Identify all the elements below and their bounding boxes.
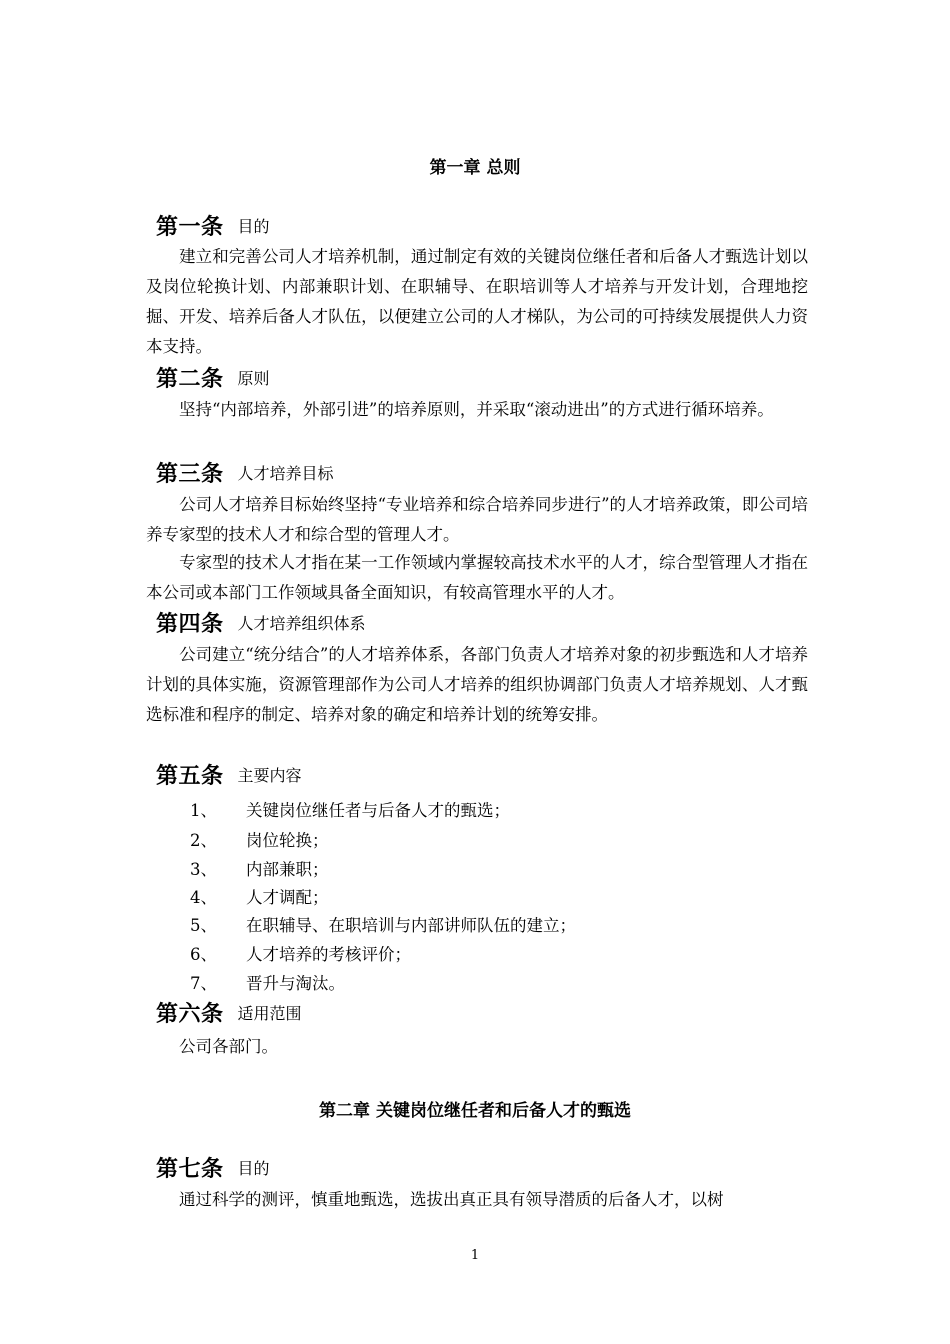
article-title: 原则 bbox=[237, 369, 270, 388]
list-number: 6、 bbox=[190, 945, 217, 964]
list-item bbox=[190, 970, 345, 994]
list-item bbox=[190, 884, 329, 908]
list-item bbox=[190, 827, 329, 851]
list-text: 在职辅导、在职培训与内部讲师队伍的建立； bbox=[246, 916, 576, 935]
chapter-1-title: 第一章 总则 bbox=[429, 158, 521, 178]
article-number: 第三条 bbox=[156, 462, 224, 487]
list-number: 7、 bbox=[190, 974, 217, 993]
list-item bbox=[190, 856, 329, 880]
article-6-heading bbox=[156, 997, 302, 1029]
article-6-text: 公司各部门。 bbox=[146, 1037, 278, 1056]
list-number: 1、 bbox=[190, 801, 217, 820]
article-7-heading bbox=[156, 1152, 270, 1184]
article-title: 目的 bbox=[237, 217, 270, 236]
article-number: 第一条 bbox=[156, 215, 224, 240]
list-text: 内部兼职； bbox=[246, 860, 329, 879]
article-5-heading bbox=[156, 759, 302, 791]
article-title: 人才培养目标 bbox=[237, 464, 334, 483]
article-4-heading bbox=[156, 607, 366, 639]
page-number: 1 bbox=[470, 1248, 480, 1263]
article-number: 第二条 bbox=[156, 367, 224, 392]
list-item bbox=[190, 912, 576, 936]
list-text: 人才培养的考核评价； bbox=[246, 945, 411, 964]
article-4-text: 公司建立“统分结合”的人才培养体系，各部门负责人才培养对象的初步甄选和人才培养计划的具体实施，资源管理部作为公司人才培养的组织协调部门负责人才培养规划、人才甄选标准和程序的制定、培养对象的确定和培养计划的统筹安排。 bbox=[146, 645, 808, 724]
article-2-heading bbox=[156, 362, 270, 394]
list-number: 5、 bbox=[190, 916, 217, 935]
article-3-text-1: 公司人才培养目标始终坚持“专业培养和综合培养同步进行”的人才培养政策，即公司培养专家型的技术人才和综合型的管理人才。 bbox=[146, 495, 808, 544]
list-text: 人才调配； bbox=[246, 888, 329, 907]
article-title: 主要内容 bbox=[237, 766, 302, 785]
list-item bbox=[190, 941, 411, 965]
list-number: 2、 bbox=[190, 831, 217, 850]
article-number: 第五条 bbox=[156, 764, 224, 789]
article-2-text: 坚持“内部培养，外部引进”的培养原则，并采取“滚动进出”的方式进行循环培养。 bbox=[146, 400, 774, 419]
article-title: 适用范围 bbox=[237, 1004, 302, 1023]
list-item bbox=[190, 797, 510, 821]
list-number: 3、 bbox=[190, 860, 217, 879]
article-1-heading bbox=[156, 210, 270, 242]
article-title: 人才培养组织体系 bbox=[237, 614, 366, 633]
article-3-text-2: 专家型的技术人才指在某一工作领域内掌握较高技术水平的人才，综合型管理人才指在本公司或本部门工作领域具备全面知识，有较高管理水平的人才。 bbox=[146, 553, 808, 602]
article-title: 目的 bbox=[237, 1159, 270, 1178]
list-text: 岗位轮换； bbox=[246, 831, 329, 850]
list-number: 4、 bbox=[190, 888, 217, 907]
list-text: 关键岗位继任者与后备人才的甄选； bbox=[246, 801, 510, 820]
article-3-heading bbox=[156, 457, 334, 489]
article-1-text: 建立和完善公司人才培养机制，通过制定有效的关键岗位继任者和后备人才甄选计划以及岗位轮换计划、内部兼职计划、在职辅导、在职培训等人才培养与开发计划，合理地挖掘、开发、培养后备人才队伍，以便建立公司的人才梯队，为公司的可持续发展提供人力资本支持。 bbox=[146, 247, 808, 356]
article-number: 第七条 bbox=[156, 1157, 224, 1182]
article-number: 第六条 bbox=[156, 1002, 224, 1027]
article-7-text: 通过科学的测评，慎重地甄选，选拔出真正具有领导潜质的后备人才，以树 bbox=[146, 1190, 724, 1209]
list-text: 晋升与淘汰。 bbox=[246, 974, 345, 993]
chapter-2-title: 第二章 关键岗位继任者和后备人才的甄选 bbox=[319, 1101, 631, 1121]
article-number: 第四条 bbox=[156, 612, 224, 637]
